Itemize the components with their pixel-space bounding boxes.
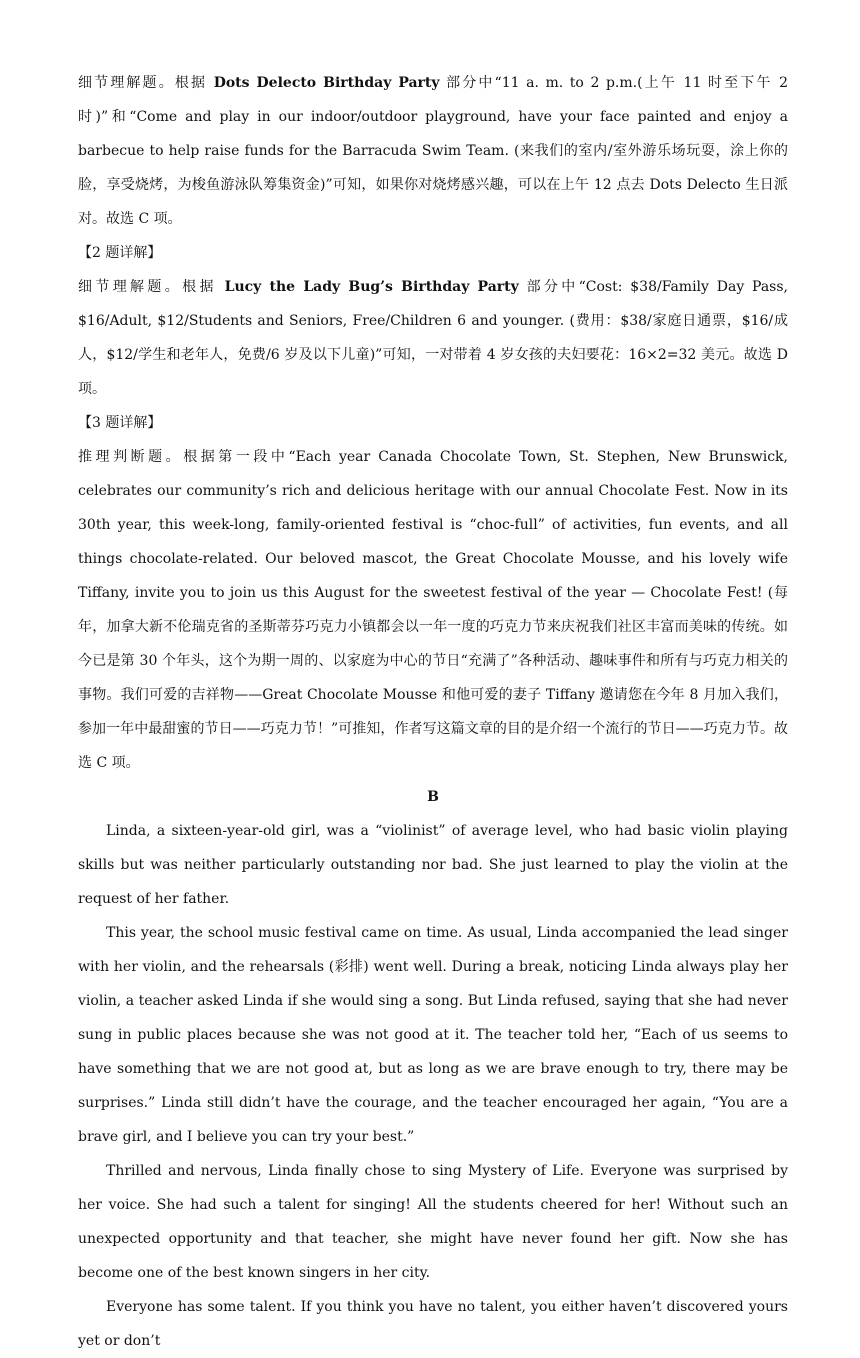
q2-heading — [78, 236, 788, 270]
heading-text: 【3 题详解】 — [78, 415, 162, 431]
text-run: 细节理解题。根据 — [78, 75, 214, 91]
passage-paragraph: Linda, a sixteen-year-old girl, was a “violinist” of average level, who had basic violin playing skills but was neither particularly outstanding nor bad. She just learned to play the violin at the request of her father. — [78, 823, 788, 907]
text-run: 推理判断题。根据第一段中“Each year Canada Chocolate Town, St. Stephen, New Brunswick, celebrates our community’s rich and delicious heritage with our annual Chocolate Fest. Now in its 30th year, this week-long, family-oriented festival is “choc-full” of activities, fun events, and all things chocolate-related. Our beloved mascot, the Great Chocolate Mousse, and his lovely wife Tiffany, invite you to join us this August for the sweetest festival of the year — Chocolate Fest! (每年，加拿大新不伦瑞克省的圣斯蒂芬巧克力小镇都会以一年一度的巧克力节来庆祝我们社区丰富而美味的传统。如今已是第 30 个年头，这个为期一周的、以家庭为中心的节日“充满了”各种活动、趣味事件和所有与巧克力相关的事物。我们可爱的吉祥物——Great Chocolate Mousse 和他可爱的妻子 Tiffany 邀请您在今年 8 月加入我们，参加一年中最甜蜜的节日——巧克力节！”可推知，作者写这篇文章的目的是介绍一个流行的节日——巧克力节。故选 C 项。 — [78, 449, 788, 771]
heading-text: 【2 题详解】 — [78, 245, 162, 261]
q3-explanation — [78, 440, 788, 780]
passage-paragraph: Everyone has some talent. If you think you have no talent, you either haven’t discovered yours yet or don’t — [78, 1299, 788, 1349]
passage-paragraph: Thrilled and nervous, Linda finally chose to sing Mystery of Life. Everyone was surprised by her voice. She had such a talent for singing! All the students cheered for her! Without such an unexpected opportunity and that teacher, she might have never found her gift. Now she has become one of the best known singers in her city. — [78, 1163, 788, 1281]
text-run: 部分中“11 a. m. to 2 p.m.(上午 11 时至下午 2 时)”和“Come and play in our indoor/outdoor playground, have your face painted and enjoy a barbecue to help raise funds for the Barracuda Swim Team. (来我们的室内/室外游乐场玩耍，涂上你的脸，享受烧烤，为梭鱼游泳队筹集资金)”可知，如果你对烧烤感兴趣，可以在上午 12 点去 Dots Delecto 生日派对。故选 C 项。 — [78, 75, 788, 227]
passage-paragraph: This year, the school music festival came on time. As usual, Linda accompanied the lead singer with her violin, and the rehearsals (彩排) went well. During a break, noticing Linda always play her violin, a teacher asked Linda if she would sing a song. But Linda refused, saying that she had never sung in public places because she was not good at it. The teacher told her, “Each of us seems to have something that we are not good at, but as long as we are brave enough to try, there may be surprises.” Linda still didn’t have the courage, and the teacher encouraged her again, “You are a brave girl, and I believe you can try your best.” — [78, 925, 788, 1145]
document-page — [78, 66, 788, 1358]
text-run: 部分中“Cost: $38/Family Day Pass, $16/Adult, $12/Students and Seniors, Free/Children 6 and younger. (费用：$38/家庭日通票，$16/成人，$12/学生和老年人，免费/6 岁及以下儿童)”可知，一对带着 4 岁女孩的夫妇要花：16×2=32 美元。故选 D 项。 — [78, 279, 788, 397]
bold-reference: Lucy the Lady Bug’s Birthday Party — [224, 279, 519, 295]
q3-heading — [78, 406, 788, 440]
q2-explanation — [78, 270, 788, 406]
bold-reference: Dots Delecto Birthday Party — [213, 75, 440, 91]
q1-explanation — [78, 66, 788, 236]
section-label: B — [427, 789, 439, 805]
text-run: 细节理解题。根据 — [78, 279, 225, 295]
